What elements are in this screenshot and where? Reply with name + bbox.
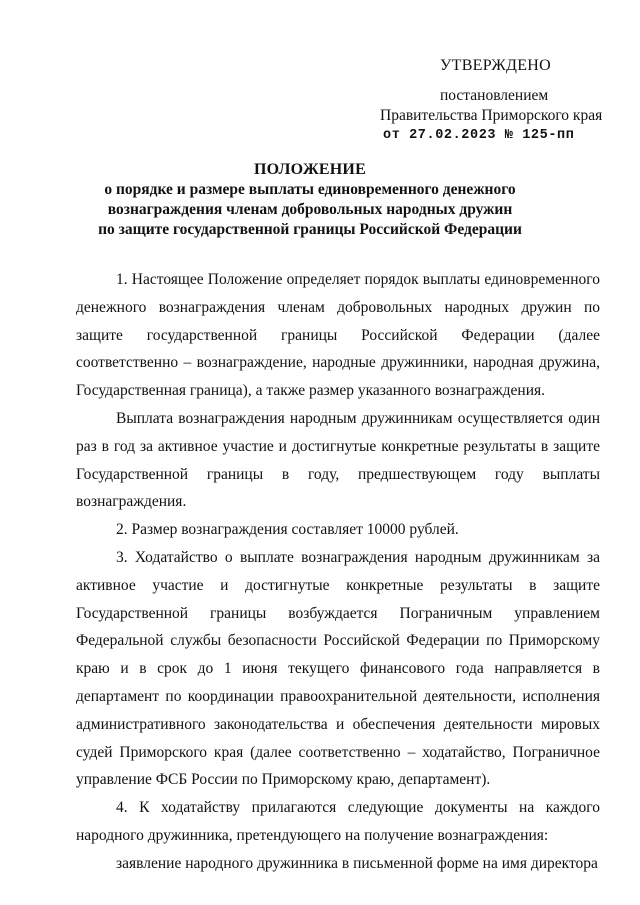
paragraph-1-continued: Выплата вознаграждения народным дружинникам осуществляется один раз в год за активное участие и достигнутые конкретные результаты в защите Государственной границы в году, предшествующем году выплаты вознаграждения. xyxy=(76,409,600,511)
approval-line-decree: постановлением xyxy=(440,87,549,104)
approval-stamp: УТВЕРЖДЕНО xyxy=(440,57,552,74)
approval-block xyxy=(380,56,610,146)
paragraph-4: 4. К ходатайству прилагаются следующие документы на каждого народного дружинника, претендующего на получение вознаграждения: xyxy=(76,799,600,844)
document-subtitle-line: по защите государственной границы Российской Федерации xyxy=(98,221,522,238)
paragraph-3: 3. Ходатайство о выплате вознаграждения народным дружинникам за активное участие и достигнутые конкретные результаты в защите Государственной границы возбуждается Пограничным управлением Федеральной службы безопасности Российской Федерации по Приморскому краю и в срок до 1 июня текущего финансового года направляется в департамент по координации правоохранительной деятельности, исполнения административного законодательства и обеспечения деятельности мировых судей Приморского края (далее соответственно – ходатайство, Пограничное управление ФСБ России по Приморскому краю, департамент). xyxy=(76,548,600,789)
paragraph-1: 1. Настоящее Положение определяет порядок выплаты единовременного денежного вознаграждения членам добровольных народных дружин по защите государственной границы Российской Федерации (далее соответственно – вознаграждение, народные дружинники, народная дружина, Государственная граница), а также размер указанного вознаграждения. xyxy=(76,271,600,400)
document-body xyxy=(76,266,600,878)
document-subtitle-line: о порядке и размере выплаты единовременного денежного xyxy=(104,181,516,198)
paragraph-4-item: заявление народного дружинника в письменной форме на имя директора xyxy=(116,854,598,872)
approval-line-date-number: от 27.02.2023 № 125-пп xyxy=(383,128,575,143)
approval-line-government: Правительства Приморского края xyxy=(380,107,603,124)
document-heading xyxy=(70,160,550,240)
paragraph-2: 2. Размер вознаграждения составляет 10000 рублей. xyxy=(116,521,459,539)
document-subtitle-line: вознаграждения членам добровольных народных дружин xyxy=(107,201,513,218)
document-title: ПОЛОЖЕНИЕ xyxy=(254,161,366,178)
